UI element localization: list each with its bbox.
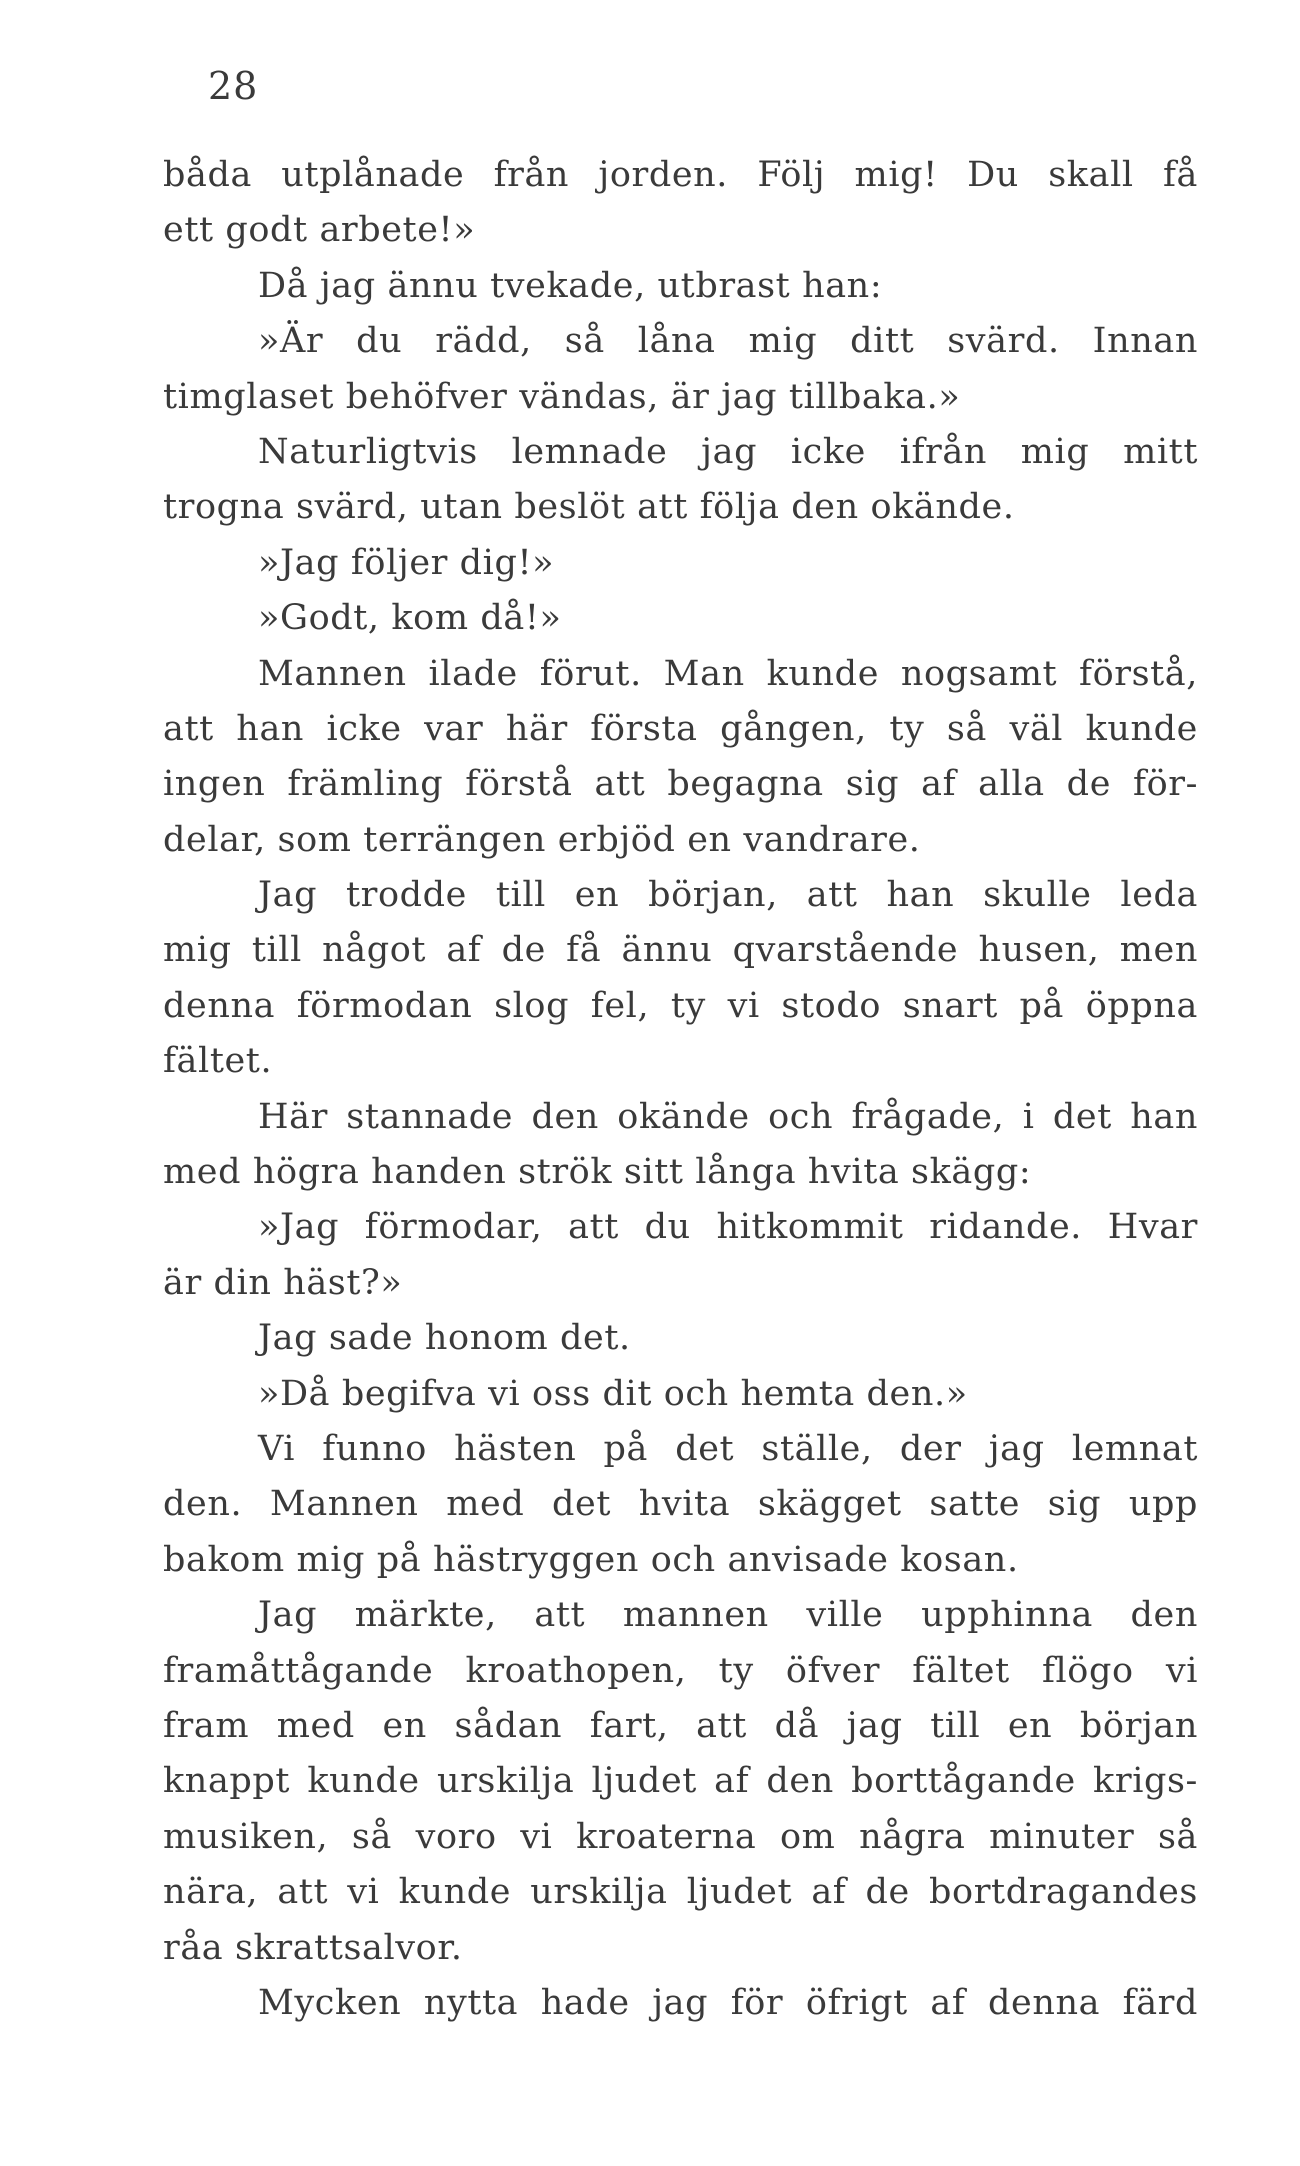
text-line: »Jag förmodar, att du hitkommit ridande. Hvar bbox=[258, 1207, 1198, 1248]
text-line: Jag märkte, att mannen ville upphinna den bbox=[258, 1595, 1198, 1636]
body-text bbox=[163, 148, 1198, 2031]
text-line: råa skrattsalvor. bbox=[163, 1927, 463, 1968]
page-number: 28 bbox=[208, 64, 259, 108]
text-line: Mannen ilade förut. Man kunde nogsamt förstå, bbox=[258, 653, 1198, 694]
text-line: Mycken nytta hade jag för öfrigt af denna färd bbox=[258, 1982, 1198, 2023]
text-line: nära, att vi kunde urskilja ljudet af de bortdragandes bbox=[163, 1872, 1198, 1913]
text-line: »Jag följer dig!» bbox=[258, 542, 555, 583]
text-line: fram med en sådan fart, att då jag till en början bbox=[163, 1705, 1198, 1746]
text-line: delar, som terrängen erbjöd en vandrare. bbox=[163, 819, 921, 860]
text-line: »Är du rädd, så låna mig ditt svärd. Innan bbox=[258, 321, 1198, 362]
text-line: trogna svärd, utan beslöt att följa den okände. bbox=[163, 487, 1015, 528]
text-line: att han icke var här första gången, ty så väl kunde bbox=[163, 708, 1198, 749]
text-line: framåttågande kroathopen, ty öfver fältet flögo vi bbox=[163, 1650, 1198, 1691]
text-line: Vi funno hästen på det ställe, der jag lemnat bbox=[258, 1428, 1198, 1469]
text-line: den. Mannen med det hvita skägget satte sig upp bbox=[163, 1484, 1198, 1525]
text-line: fältet. bbox=[163, 1041, 273, 1082]
text-line: timglaset behöfver vändas, är jag tillbaka.» bbox=[163, 376, 961, 417]
text-line: knappt kunde urskilja ljudet af den borttågande krigs- bbox=[163, 1761, 1198, 1802]
text-line: Då jag ännu tvekade, utbrast han: bbox=[258, 265, 883, 306]
text-line: Naturligtvis lemnade jag icke ifrån mig mitt bbox=[258, 431, 1198, 472]
text-line: musiken, så voro vi kroaterna om några minuter så bbox=[163, 1816, 1198, 1857]
text-line: Jag sade honom det. bbox=[258, 1318, 631, 1359]
text-line: med högra handen strök sitt långa hvita skägg: bbox=[163, 1152, 1032, 1193]
text-line: ett godt arbete!» bbox=[163, 210, 476, 251]
text-line: »Godt, kom då!» bbox=[258, 598, 562, 639]
text-line: är din häst?» bbox=[163, 1262, 403, 1303]
text-line: Här stannade den okände och frågade, i det han bbox=[258, 1096, 1198, 1137]
text-line: bakom mig på hästryggen och anvisade kosan. bbox=[163, 1539, 1019, 1580]
text-line: »Då begifva vi oss dit och hemta den.» bbox=[258, 1373, 968, 1414]
text-line: ingen främling förstå att begagna sig af alla de för- bbox=[163, 764, 1198, 805]
text-line: båda utplånade från jorden. Följ mig! Du skall få bbox=[163, 155, 1198, 195]
text-line: Jag trodde till en början, att han skulle leda bbox=[258, 875, 1198, 916]
text-line: mig till något af de få ännu qvarstående husen, men bbox=[163, 930, 1198, 971]
text-line: denna förmodan slog fel, ty vi stodo snart på öppna bbox=[163, 985, 1198, 1026]
